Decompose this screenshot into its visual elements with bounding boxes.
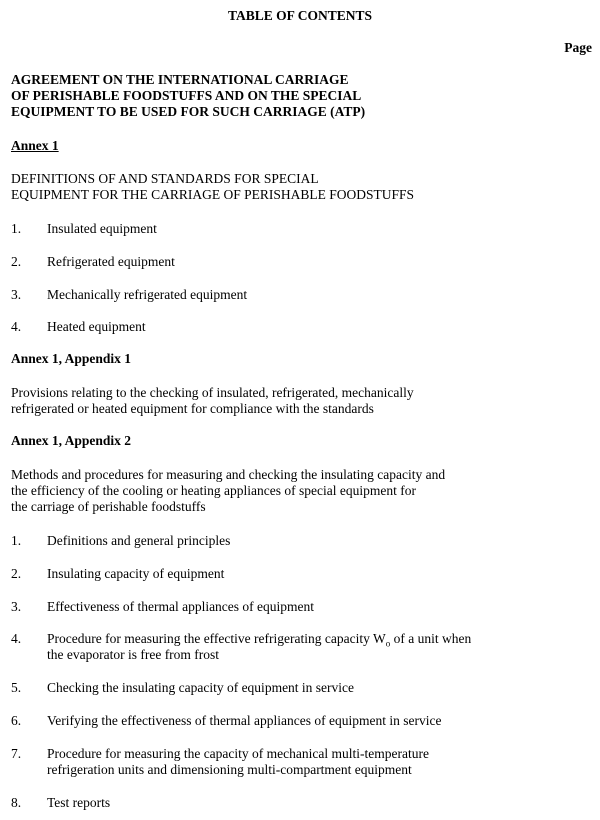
entry-text [47,631,471,647]
appendix1-description-line: Provisions relating to the checking of insulated, refrigerated, mechanically [11,385,414,400]
entry-text-continuation: refrigeration units and dimensioning multi-compartment equipment [47,762,412,777]
annex1-subtitle-line: DEFINITIONS OF AND STANDARDS FOR SPECIAL [11,171,319,186]
entry-number: 2. [11,566,22,581]
appendix2-description-line: the efficiency of the cooling or heating appliances of special equipment for [11,483,416,498]
entry-number: 3. [11,599,22,614]
entry-number: 6. [11,713,22,728]
entry-text-part: Procedure for measuring the effective refrigerating capacity W [47,631,386,646]
entry-text: Heated equipment [47,319,146,334]
entry-number: 3. [11,287,22,302]
entry-number: 8. [11,795,22,810]
entry-text: Insulated equipment [47,221,157,236]
entry-text: Definitions and general principles [47,533,231,548]
entry-text-part: of a unit when [390,631,472,646]
entry-number: 7. [11,746,22,761]
entry-number: 1. [11,221,22,236]
toc-title: TABLE OF CONTENTS [227,8,373,23]
entry-text: Effectiveness of thermal appliances of equipment [47,599,315,614]
entry-text: Refrigerated equipment [47,254,175,269]
annex1-subtitle-line: EQUIPMENT FOR THE CARRIAGE OF PERISHABLE FOODSTUFFS [11,187,415,202]
agreement-title-line: OF PERISHABLE FOODSTUFFS AND ON THE SPECIAL [11,88,362,103]
entry-number: 2. [11,254,22,269]
entry-text: Insulating capacity of equipment [47,566,225,581]
entry-text: Mechanically refrigerated equipment [47,287,248,302]
appendix1-description [11,385,591,417]
entry-text: Verifying the effectiveness of thermal appliances of equipment in service [47,713,442,728]
entry-text: Test reports [47,795,111,810]
toc-entry [11,746,591,780]
agreement-title-line: AGREEMENT ON THE INTERNATIONAL CARRIAGE [11,72,349,87]
agreement-title-line: EQUIPMENT TO BE USED FOR SUCH CARRIAGE (ATP) [11,104,366,119]
annex1-heading: Annex 1 [11,138,59,153]
entry-text-continuation: the evaporator is free from frost [47,647,220,662]
agreement-title [11,72,591,120]
appendix1-description-line: refrigerated or heated equipment for compliance with the standards [11,401,374,416]
entry-text: Checking the insulating capacity of equipment in service [47,680,355,695]
entry-text: Procedure for measuring the capacity of mechanical multi-temperature [47,746,429,761]
appendix1-heading: Annex 1, Appendix 1 [11,351,132,366]
appendix2-description-line: the carriage of perishable foodstuffs [11,499,206,514]
appendix2-description-line: Methods and procedures for measuring and checking the insulating capacity and [11,467,446,482]
entry-number: 5. [11,680,22,695]
annex1-subtitle [11,171,591,203]
entry-number: 4. [11,319,22,334]
subscript-o: o [385,638,391,649]
entry-number: 4. [11,631,22,646]
entry-number: 1. [11,533,22,548]
toc-entry [11,631,591,665]
appendix2-heading: Annex 1, Appendix 2 [11,433,132,448]
appendix2-description [11,467,591,515]
page-column-label: Page [564,40,592,55]
